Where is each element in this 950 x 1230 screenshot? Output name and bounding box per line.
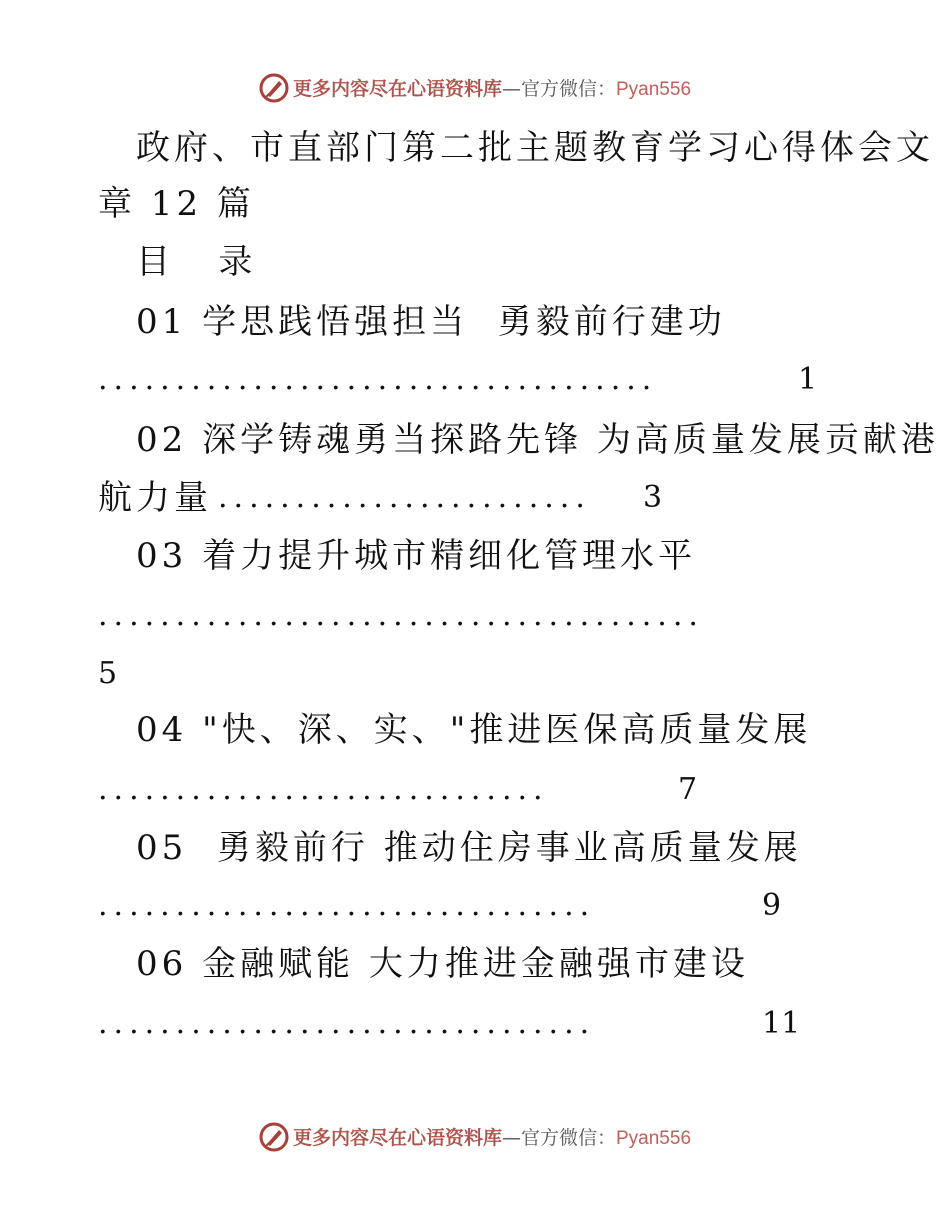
toc-entry-02 [136, 420, 939, 460]
toc-heading: 目 录 [136, 242, 257, 282]
toc-leader-dots: ................................ [98, 1006, 596, 1041]
toc-page-number: 7 [678, 772, 698, 807]
toc-entry-title: 学思践悟强担当 勇毅前行建功 [202, 302, 726, 342]
toc-entry-number: 02 [136, 420, 188, 460]
document-title-line-2: 章 12 篇 [98, 184, 255, 224]
toc-entry-05 [136, 828, 802, 868]
document-title-line-1: 政府、市直部门第二批主题教育学习心得体会文 [136, 128, 934, 168]
toc-page-number: 5 [98, 656, 118, 691]
toc-entry-number: 01 [136, 302, 188, 342]
toc-entry-title-continuation: 航力量 [98, 478, 212, 518]
watermark-main-text: 更多内容尽在心语资料库 [292, 1127, 502, 1149]
toc-page-number: 9 [762, 888, 782, 923]
toc-entry-01 [136, 302, 726, 342]
header-watermark-banner [0, 75, 950, 105]
toc-entry-03 [136, 536, 696, 576]
toc-entry-title: 勇毅前行 推动住房事业高质量发展 [202, 828, 802, 868]
toc-entry-title: 金融赋能 大力推进金融强市建设 [202, 944, 749, 984]
quill-logo-icon [259, 1122, 289, 1152]
watermark-wechat-label: 官方微信： [520, 78, 616, 100]
toc-entry-number: 03 [136, 536, 188, 576]
toc-entry-number: 06 [136, 944, 188, 984]
watermark-wechat-id: Pyan556 [616, 79, 692, 100]
toc-entry-06 [136, 944, 749, 984]
footer-watermark-banner [0, 1124, 950, 1154]
toc-page-number: 1 [798, 362, 818, 397]
toc-entry-04 [136, 710, 811, 750]
toc-entry-title: 深学铸魂勇当探路先锋 为高质量发展贡献港 [202, 420, 939, 460]
toc-entry-title: "快、深、实、"推进医保高质量发展 [202, 710, 812, 750]
watermark-wechat-label: 官方微信： [520, 1127, 616, 1149]
quill-logo-icon [259, 73, 289, 103]
watermark-dash: — [501, 78, 521, 100]
toc-entry-title: 着力提升城市精细化管理水平 [202, 536, 697, 576]
toc-entry-number: 04 [136, 710, 188, 750]
toc-leader-dots: ........................ [218, 480, 591, 515]
toc-leader-dots: .................................... [98, 362, 658, 397]
toc-leader-dots: ............................. [98, 772, 549, 807]
toc-leader-dots: ................................ [98, 888, 596, 923]
toc-entry-number: 05 [136, 828, 188, 868]
watermark-main-text: 更多内容尽在心语资料库 [292, 78, 502, 100]
toc-page-number: 3 [643, 480, 663, 515]
watermark-wechat-id: Pyan556 [616, 1128, 692, 1149]
toc-page-number: 11 [762, 1006, 801, 1041]
watermark-dash: — [501, 1127, 521, 1149]
toc-leader-dots: ....................................... [98, 598, 704, 633]
